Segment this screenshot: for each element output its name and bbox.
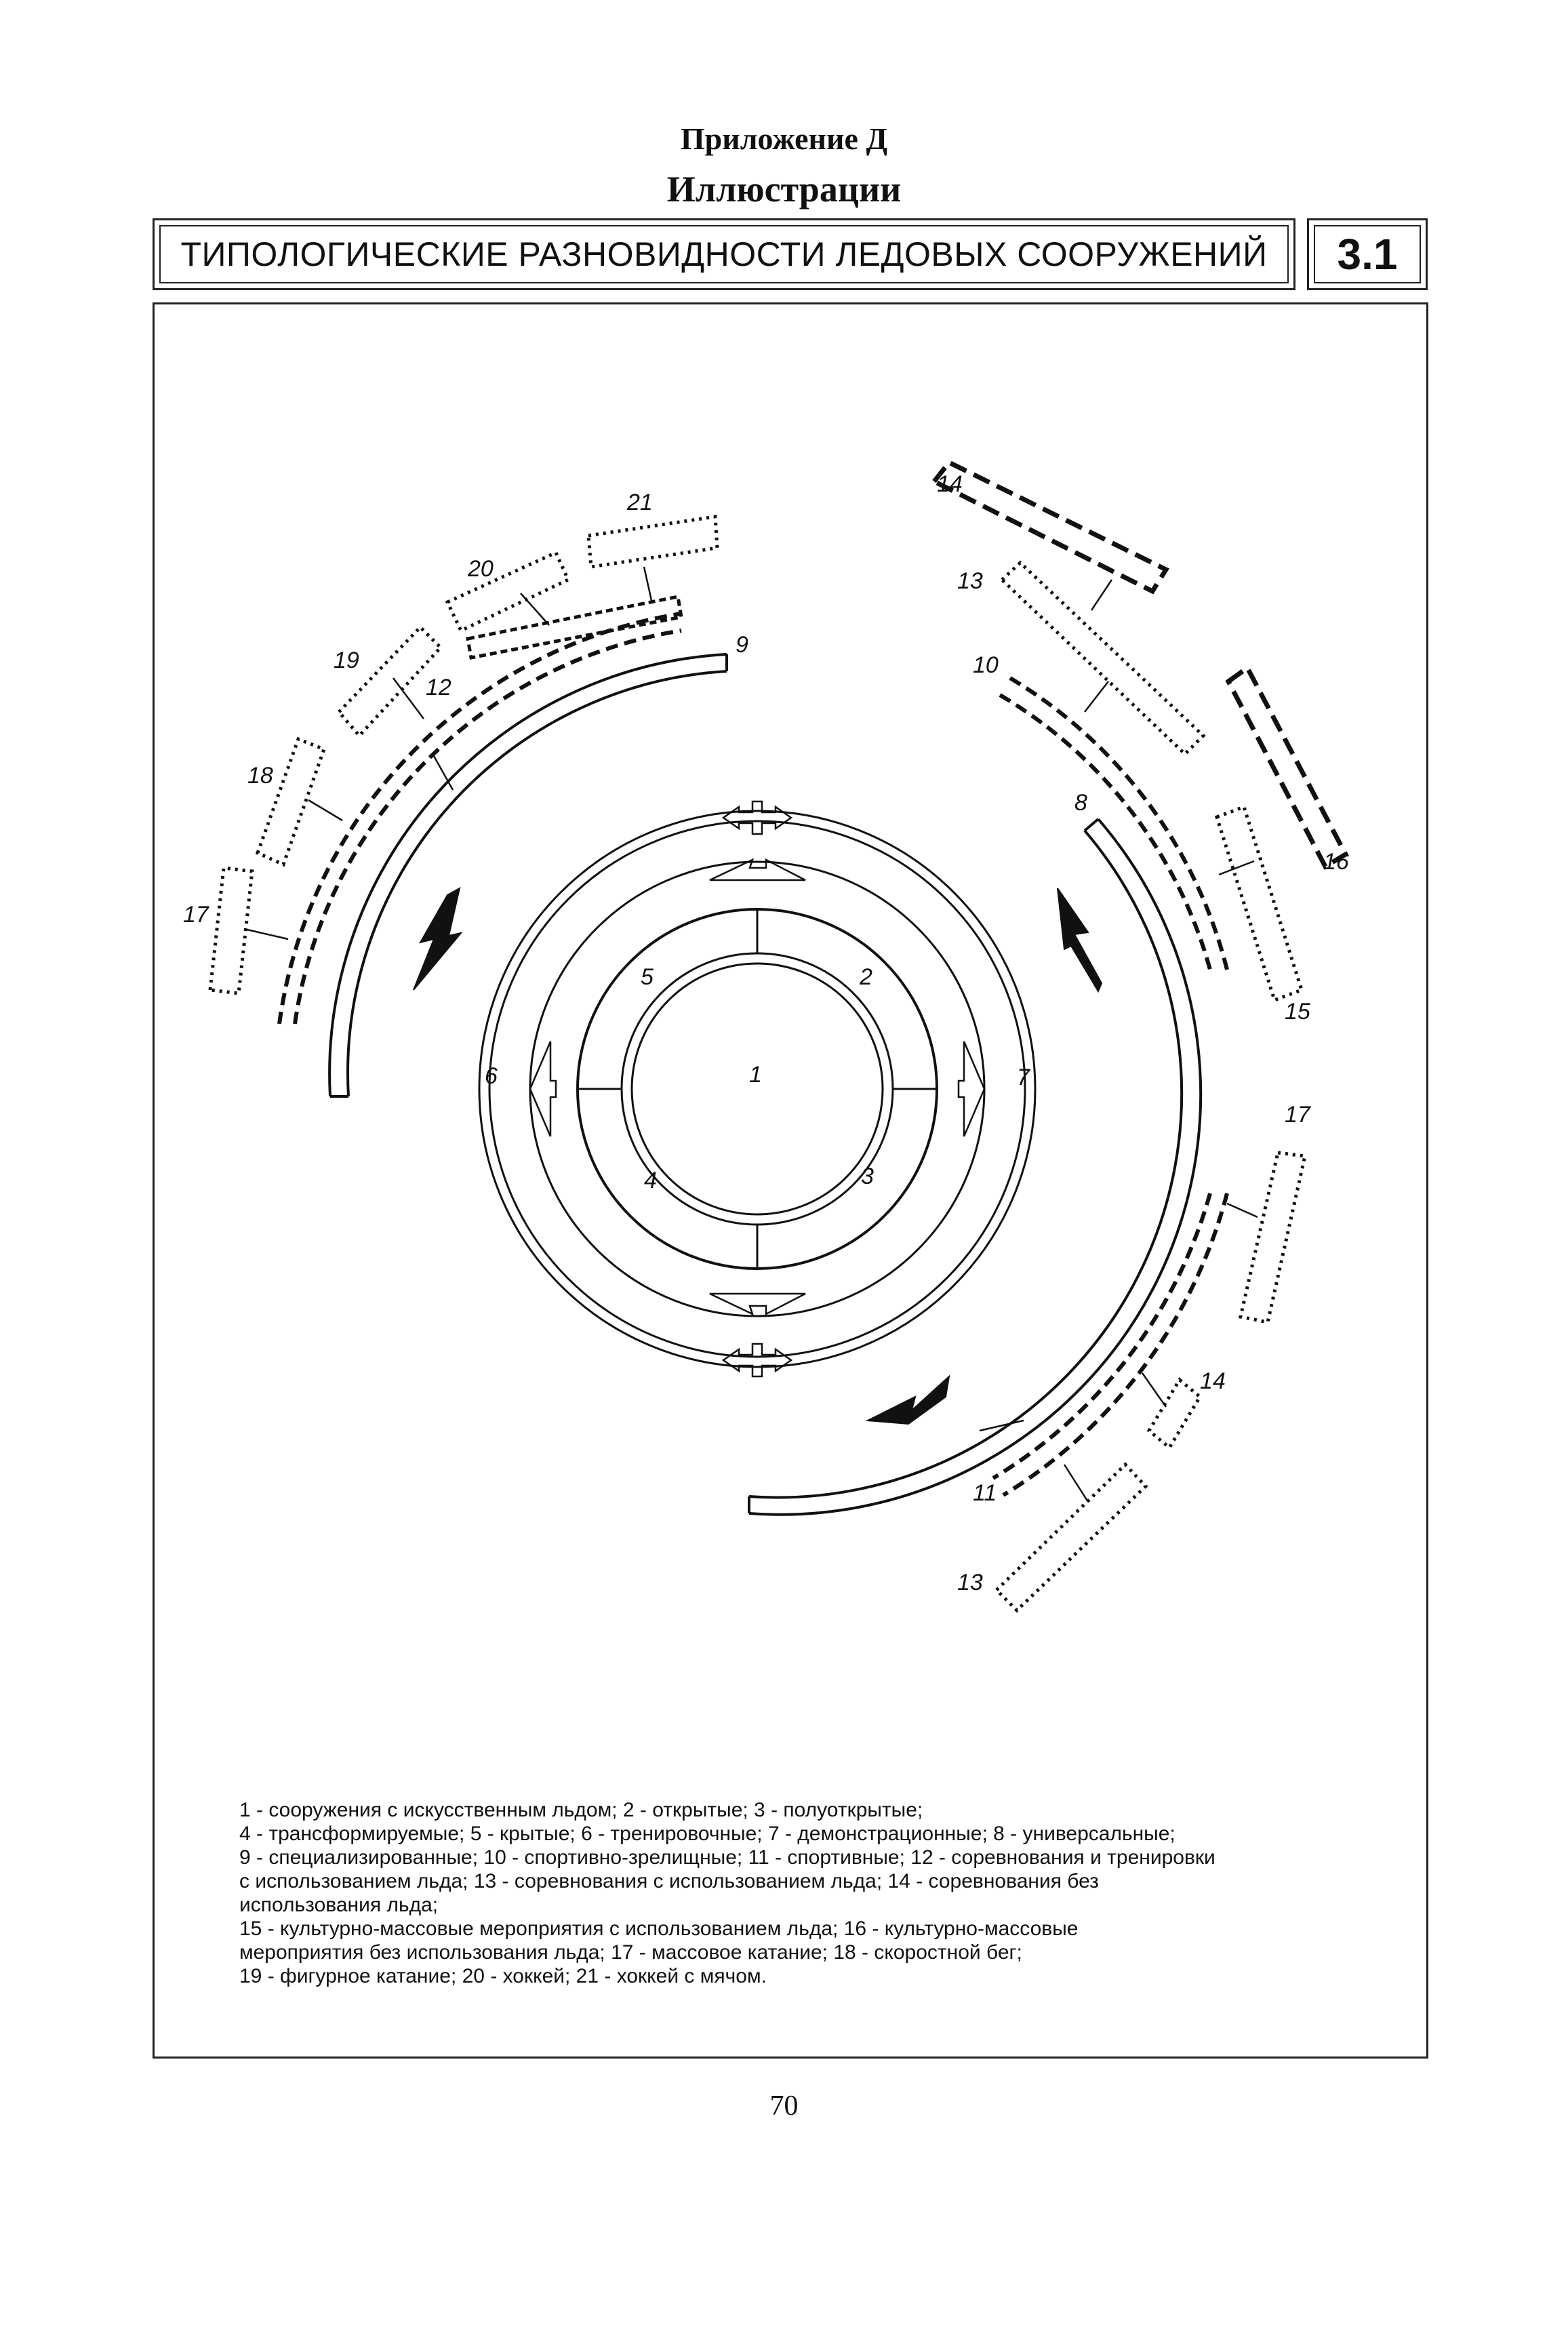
label-16: 16 (1323, 849, 1349, 875)
label-20: 20 (468, 556, 494, 582)
label-13-top: 13 (957, 568, 983, 594)
label-17-right: 17 (1285, 1102, 1310, 1128)
appendix-heading: Приложение Д (680, 121, 888, 156)
legend (239, 1798, 1351, 1988)
label-4: 4 (644, 1168, 657, 1193)
label-10: 10 (973, 652, 999, 678)
legend-line: 4 - трансформируемые; 5 - крытые; 6 - тренировочные; 7 - демонстрационные; 8 - универсальные; (239, 1823, 1175, 1845)
central-rings (479, 811, 1035, 1367)
label-19: 19 (334, 648, 359, 673)
legend-line: 15 - культурно-массовые мероприятия с использованием льда; 16 - культурно-массовые (239, 1918, 1079, 1940)
dashed-arcs (279, 614, 1227, 1495)
label-18: 18 (247, 763, 273, 789)
label-14-top: 14 (937, 471, 963, 497)
label-17-left: 17 (183, 902, 209, 928)
label-1: 1 (749, 1062, 762, 1088)
figure-number: 3.1 (1307, 218, 1428, 290)
legend-line: 1 - сооружения с искусственным льдом; 2 - открытые; 3 - полуоткрытые; (239, 1799, 923, 1821)
legend-line: с использованием льда; 13 - соревнования с использованием льда; 14 - соревнования без (239, 1870, 1099, 1892)
figure-title: ТИПОЛОГИЧЕСКИЕ РАЗНОВИДНОСТИ ЛЕДОВЫХ СООРУЖЕНИЙ (153, 218, 1295, 290)
section-heading: Иллюстрации (666, 169, 902, 210)
label-13-bottom: 13 (957, 1570, 983, 1595)
label-15: 15 (1285, 999, 1310, 1025)
label-5: 5 (641, 964, 654, 990)
legend-line: мероприятия без использования льда; 17 - массовое катание; 18 - скоростной бег; (239, 1941, 1022, 1964)
label-2: 2 (860, 964, 872, 990)
label-21: 21 (627, 490, 653, 515)
label-11: 11 (973, 1480, 997, 1506)
outer-solid-arcs (329, 654, 1201, 1515)
legend-line: 19 - фигурное катание; 20 - хоккей; 21 - хоккей с мячом. (239, 1965, 767, 1987)
label-9: 9 (736, 632, 748, 658)
label-3: 3 (861, 1164, 874, 1189)
legend-line: использования льда; (239, 1894, 439, 1916)
label-8: 8 (1074, 790, 1087, 816)
label-7: 7 (1017, 1065, 1030, 1090)
label-14-bottom: 14 (1200, 1368, 1226, 1394)
diagram-labels (183, 471, 1349, 1595)
label-12: 12 (426, 675, 451, 700)
page-number: 70 (769, 2090, 799, 2122)
label-6: 6 (485, 1063, 498, 1089)
legend-line: 9 - специализированные; 10 - спортивно-зрелищные; 11 - спортивные; 12 - соревнования и тренировки (239, 1846, 1215, 1869)
